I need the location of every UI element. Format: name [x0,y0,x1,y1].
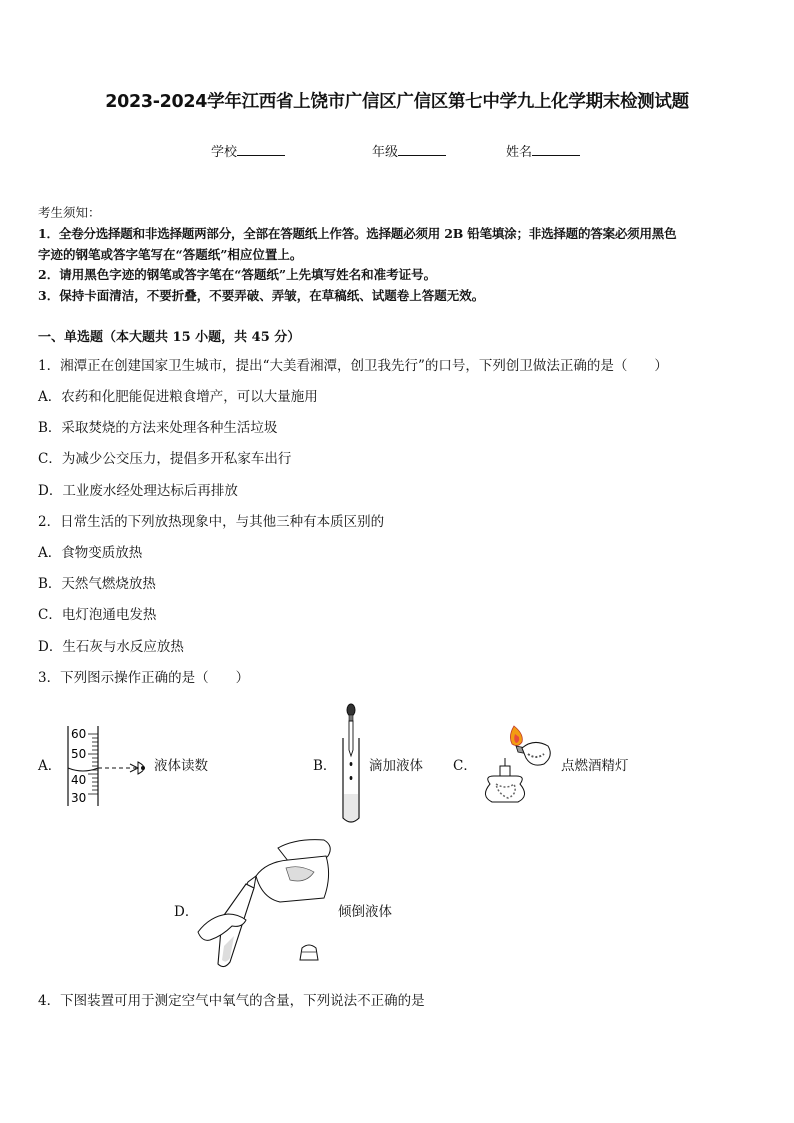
grade-field [372,141,446,160]
tick-label-50: 50 [71,747,87,761]
grade-label: 年级 [372,145,399,160]
pouring-liquid-diagram [196,836,336,970]
notice-line-1b: 字迹的钢笔或答字笔写在“答题纸”相应位置上。 [38,247,303,262]
figure-a-letter: A． [38,758,62,774]
page-title: 2023-2024学年江西省上饶市广信区广信区第七中学九上化学期末检测试题 [105,92,689,112]
question-2-option-d: D．生石灰与水反应放热 [38,639,184,655]
school-field [211,141,285,160]
school-blank [237,143,285,156]
question-2-option-b: B．天然气燃烧放热 [38,576,156,592]
notice-line-2: 2．请用黑色字迹的钢笔或答字笔在“答题纸”上先填写姓名和准考证号。 [38,267,437,282]
question-1-option-c: C．为减少公交压力，提倡多开私家车出行 [38,451,292,467]
name-blank [532,143,580,156]
cylinder-reading-diagram [58,722,158,808]
question-2-option-a: A．食物变质放热 [38,545,143,561]
figure-d-letter: D． [174,904,199,920]
school-label: 学校 [211,145,238,160]
section-heading: 一、单选题（本大题共 15 小题，共 45 分） [38,330,301,345]
notice-line-1a: 1．全卷分选择题和非选择题两部分，全部在答题纸上作答。选择题必须用 2B 铅笔填涂；非选择题的答案必须用黑色 [38,226,677,241]
figure-b-label: 滴加液体 [369,758,423,774]
notice-line-3: 3．保持卡面清洁，不要折叠，不要弄破、弄皱，在草稿纸、试题卷上答题无效。 [38,288,485,303]
figure-c-letter: C． [453,758,477,774]
question-2-option-c: C．电灯泡通电发热 [38,607,157,623]
name-label: 姓名 [506,145,533,160]
question-1-option-a: A．农药和化肥能促进粮食增产，可以大量施用 [38,389,318,405]
question-1-stem: 1．湘潭正在创建国家卫生城市，提出“大美看湘潭，创卫我先行”的口号，下列创卫做法正确的是（ ） [38,358,668,374]
question-4-stem: 4．下图装置可用于测定空气中氧气的含量，下列说法不正确的是 [38,993,425,1009]
tick-label-40: 40 [71,773,87,787]
alcohol-lamp-diagram [478,718,560,808]
tick-label-30: 30 [71,791,87,805]
figure-a-label: 液体读数 [154,758,208,774]
tick-label-60: 60 [71,727,87,741]
question-1-option-d: D．工业废水经处理达标后再排放 [38,483,238,499]
figure-d-label: 倾倒液体 [338,904,392,920]
name-field [506,141,580,160]
grade-blank [398,143,446,156]
dropper-testtube-diagram [336,702,366,826]
figure-c-label: 点燃酒精灯 [561,758,629,774]
notice-heading: 考生须知： [38,205,101,220]
figure-b-letter: B． [313,758,337,774]
question-3-stem: 3．下列图示操作正确的是（ ） [38,670,250,686]
question-1-option-b: B．采取焚烧的方法来处理各种生活垃圾 [38,420,278,436]
question-2-stem: 2．日常生活的下列放热现象中，与其他三种有本质区别的 [38,514,385,530]
